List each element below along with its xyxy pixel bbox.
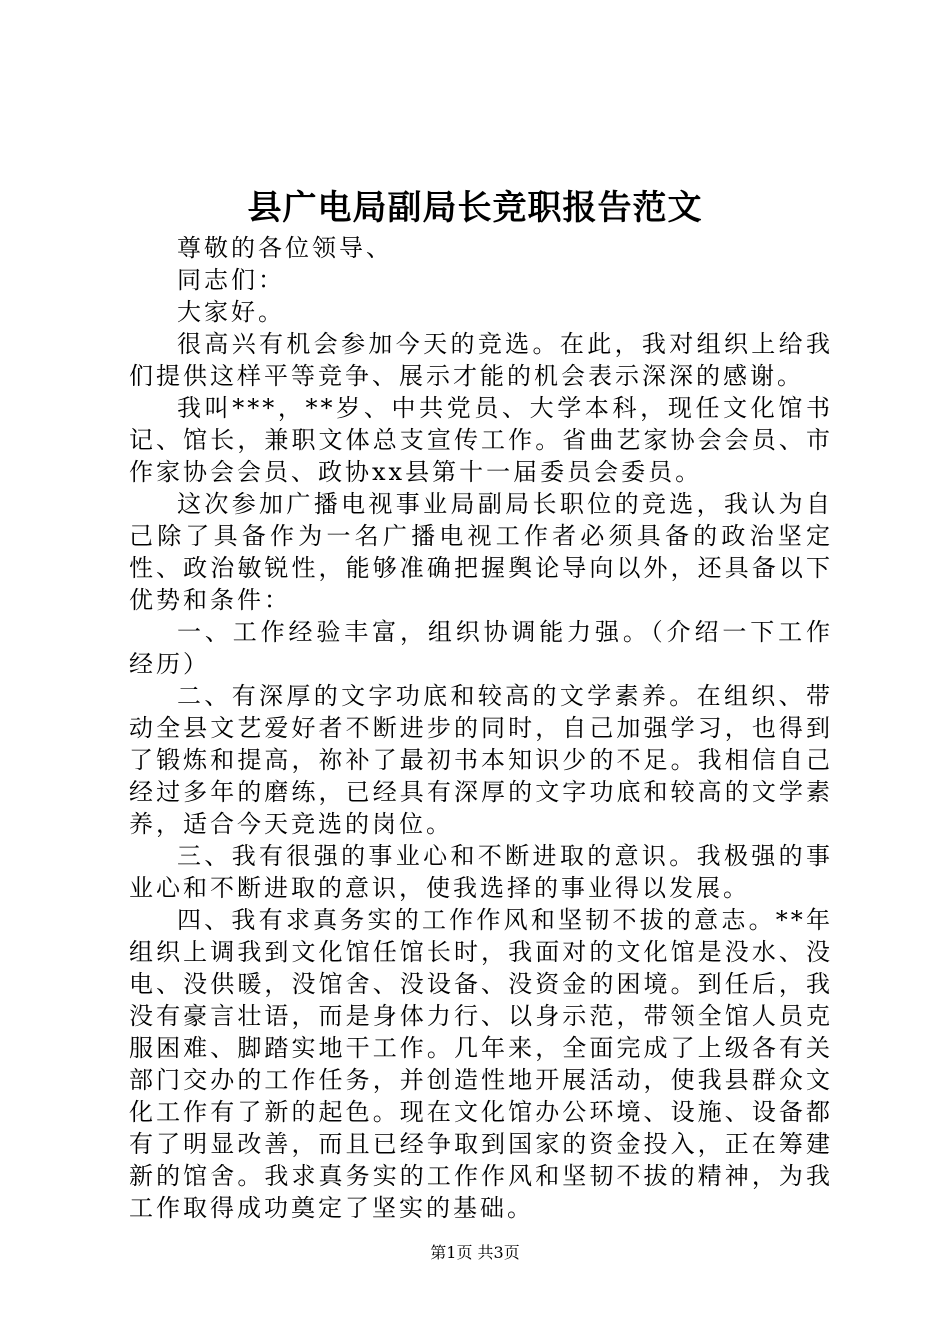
paragraph-reasons: 这次参加广播电视事业局副局长职位的竞选，我认为自己除了具备作为一名广播电视工作者必须具备的政治坚定性、政治敏锐性，能够准确把握舆论导向以外，还具备以下优势和条件： xyxy=(129,490,833,614)
paragraph-point-4: 四、我有求真务实的工作作风和坚韧不拔的意志。**年组织上调我到文化馆任馆长时，我面对的文化馆是没水、没电、没供暖，没馆舍、没设备、没资金的困境。到任后，我没有豪言壮语，而是身体力行、以身示范，带领全馆人员克服困难、脚踏实地干工作。几年来，全面完成了上级各有关部门交办的工作任务，并创造性地开展活动，使我县群众文化工作有了新的起色。现在文化馆办公环境、设施、设备都有了明显改善，而且已经争取到国家的资金投入，正在筹建新的馆舍。我求真务实的工作作风和坚韧不拔的精神，为我工作取得成功奠定了坚实的基础。 xyxy=(129,906,833,1222)
paragraph-greeting: 大家好。 xyxy=(177,298,285,326)
paragraph-point-1: 一、工作经验丰富，组织协调能力强。（介绍一下工作经历） xyxy=(129,618,833,678)
paragraph-salutation-1: 尊敬的各位领导、 xyxy=(177,234,393,262)
page-number-footer: 第1页 共3页 xyxy=(430,1243,520,1262)
paragraph-point-3: 三、我有很强的事业心和不断进取的意识。我极强的事业心和不断进取的意识，使我选择的事业得以发展。 xyxy=(129,842,833,902)
paragraph-thanks: 很高兴有机会参加今天的竞选。在此，我对组织上给我们提供这样平等竞争、展示才能的机会表示深深的感谢。 xyxy=(129,330,833,390)
document-title: 县广电局副局长竞职报告范文 xyxy=(247,188,703,228)
paragraph-introduction: 我叫***，**岁、中共党员、大学本科，现任文化馆书记、馆长，兼职文体总支宣传工作。省曲艺家协会会员、市作家协会会员、政协xx县第十一届委员会委员。 xyxy=(129,394,833,486)
paragraph-salutation-2: 同志们： xyxy=(177,266,285,294)
document-body xyxy=(129,232,833,1224)
paragraph-point-2: 二、有深厚的文字功底和较高的文学素养。在组织、带动全县文艺爱好者不断进步的同时，自己加强学习，也得到了锻炼和提高，祢补了最初书本知识少的不足。我相信自己经过多年的磨练，已经具有深厚的文字功底和较高的文学素养，适合今天竞选的岗位。 xyxy=(129,682,833,838)
